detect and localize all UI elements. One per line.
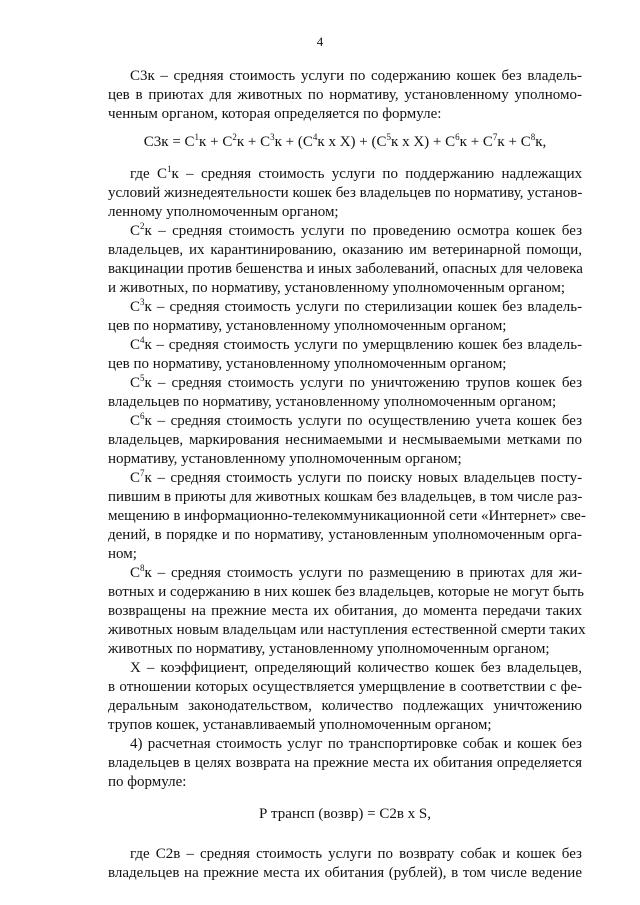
text-line: $С^7к$ – средняя стоимость услуги по поиску новых владельцев посту- — [130, 468, 583, 486]
text-line: владельцев по нормативу, установленному уполномоченным органом; — [108, 394, 557, 410]
text-line: 4) расчетная стоимость услуг по транспортировке собак и кошек без — [130, 736, 582, 752]
text-line: дений, в порядке и по нормативу, установленным уполномоченным орга- — [108, 527, 582, 543]
text-line: $С^4к$ – средняя стоимость услуги по умерщвлению кошек без владель- — [130, 335, 583, 353]
text-line: животных новым владельцам или наступления естественной смерти таких — [108, 622, 586, 638]
text-line: условий жизнедеятельности кошек без владельцев по нормативу, установ- — [108, 185, 583, 201]
text-line: нормативу, установленному уполномоченным органом; — [108, 451, 462, 467]
text-line: ном; — [108, 546, 137, 562]
text-line: X – коэффициент, определяющий количество кошек без владельцев, — [130, 660, 582, 676]
text-line: где С2в – средняя стоимость услуги по возврату собак и кошек без — [130, 846, 582, 862]
text-line: $С^2к$ – средняя стоимость услуги по проведению осмотра кошек без — [130, 221, 583, 239]
text-line: владельцев, маркирования неснимаемыми и несмываемыми метками по — [108, 432, 582, 448]
text-line: владельцев на прежние места их обитания (рублей), в том числе ведение — [108, 865, 582, 881]
page-number: 4 — [316, 34, 324, 49]
formula-c3k: $С3к = С^1к + С^2к + С^3к + (С^4к$ х $X) + (С^5к$ х $X) + С^6к + С^7к + С^8к$, — [143, 132, 547, 150]
formula-transport: Р трансп (возвр) = С2в х S, — [258, 806, 432, 822]
text-line: $С^8к$ – средняя стоимость услуги по размещению в приютах для жи- — [130, 563, 583, 581]
text-line: по формуле: — [108, 774, 187, 790]
text-line: цев по нормативу, установленному уполномоченным органом; — [108, 356, 507, 372]
text-line: владельцев в целях возврата на прежние места их обитания определяется — [108, 755, 582, 771]
text-line: где $С^1к$ – средняя стоимость услуги по поддержанию надлежащих — [130, 164, 583, 182]
text-line: трупов кошек, устанавливаемый уполномоченным органом; — [108, 717, 492, 733]
text-line: ченным органом, которая определяется по формуле: — [108, 106, 442, 122]
text-line: ленному уполномоченным органом; — [108, 204, 339, 220]
text-line: возвращены на прежние места их обитания, до момента передачи таких — [108, 603, 582, 619]
text-line: деральным законодательством, количество подлежащих уничтожению — [108, 698, 582, 714]
text-line: цев по нормативу, установленному уполномоченным органом; — [108, 318, 507, 334]
text-line: пившим в приюты для животных кошкам без владельцев, в том числе раз- — [108, 489, 583, 505]
text-line: вакцинации против бешенства и иных заболеваний, опасных для человека — [108, 261, 583, 277]
text-line: С3к – средняя стоимость услуги по содержанию кошек без владель- — [130, 68, 582, 84]
text-line: вотных и содержанию в них кошек без владельцев, которые не могут быть — [108, 584, 584, 600]
text-line: $С^5к$ – средняя стоимость услуги по уничтожению трупов кошек без — [130, 373, 583, 391]
text-line: мещению в информационно-телекоммуникационной сети «Интернет» све- — [108, 508, 586, 524]
text-line: цев в приютах для животных по нормативу, установленному уполномо- — [108, 87, 582, 103]
text-line: животных по нормативу, установленному уполномоченным органом; — [108, 641, 550, 657]
text-line: владельцев, их карантинированию, оказанию им ветеринарной помощи, — [108, 242, 582, 258]
text-line: $С^3к$ – средняя стоимость услуги по стерилизации кошек без владель- — [130, 297, 583, 315]
text-line: и животных, по нормативу, установленному уполномоченным органом; — [108, 280, 566, 296]
text-line: в отношении которых осуществляется умерщвление в соответствии с фе- — [108, 679, 582, 695]
text-line: $С^6к$ – средняя стоимость услуги по осуществлению учета кошек без — [130, 411, 583, 429]
